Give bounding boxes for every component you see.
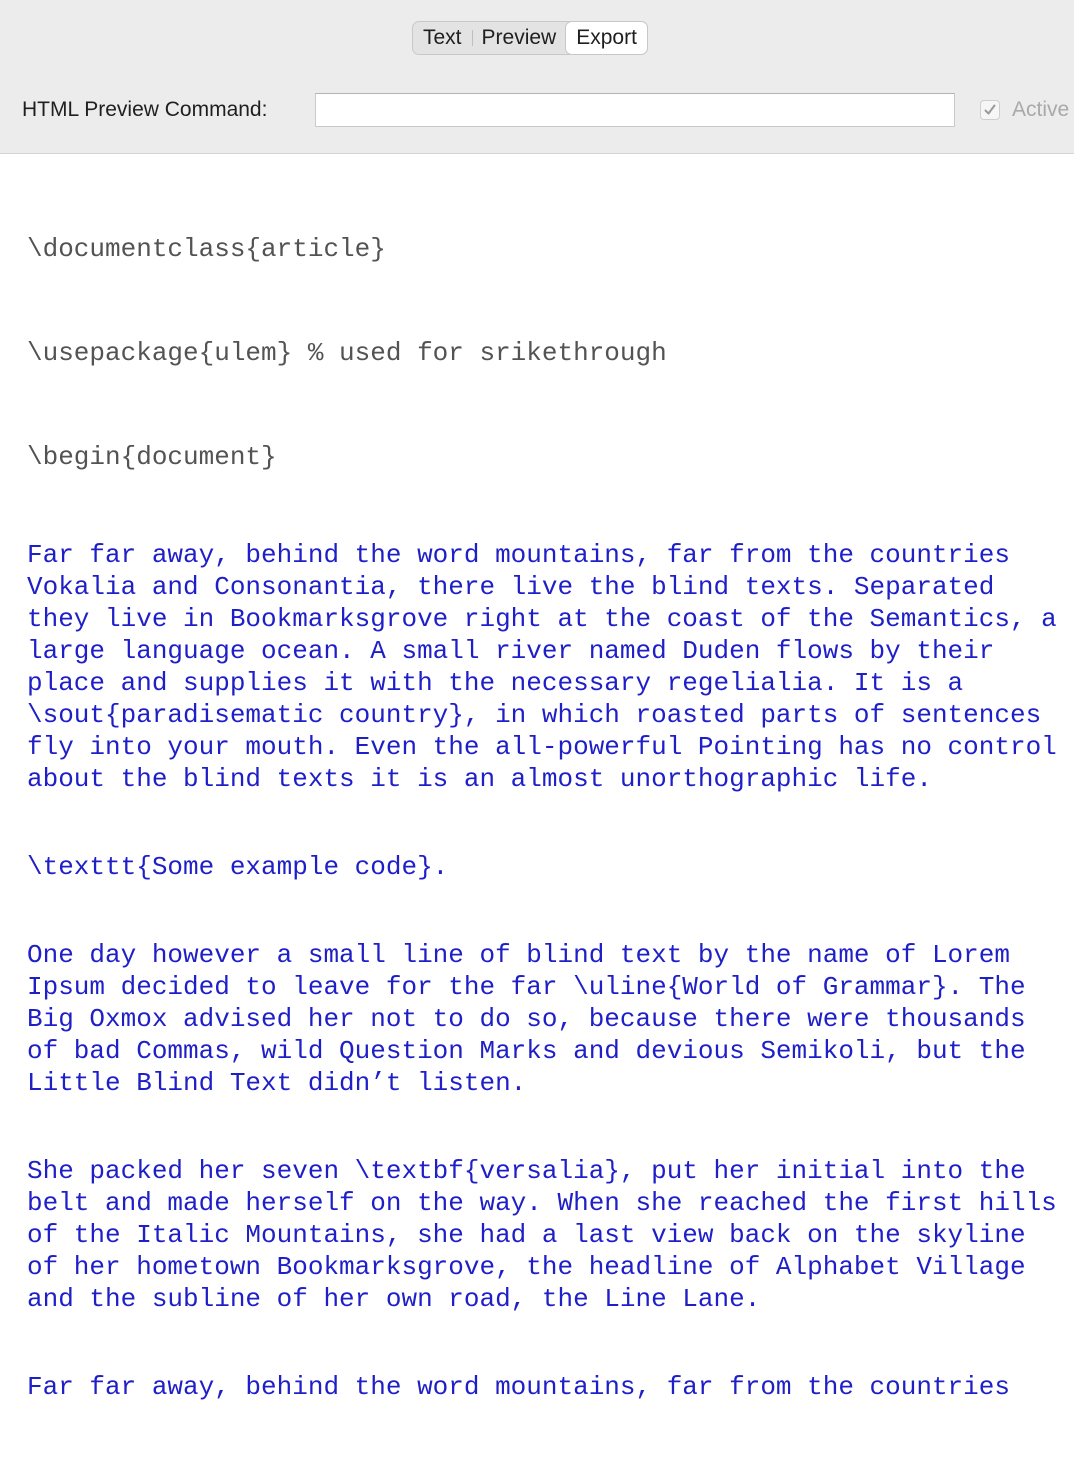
paragraph-line: \sout{paradisematic country}, in which roasted parts of sentences	[27, 700, 1042, 730]
tab-preview[interactable]: Preview	[472, 22, 567, 54]
paragraph	[27, 1371, 1074, 1403]
paragraph-line: they live in Bookmarksgrove right at the coast of the Semantics, a	[27, 604, 1057, 634]
paragraph-line: about the blind texts it is an almost unorthographic life.	[27, 764, 932, 794]
paragraph	[27, 851, 1074, 883]
paragraph	[27, 1155, 1074, 1315]
source-editor[interactable]	[0, 154, 1074, 1402]
paragraph-line: \texttt{Some example code}.	[27, 852, 449, 882]
preamble-line: \documentclass{article}	[27, 234, 386, 264]
paragraph-line: and the subline of her own road, the Line Lane.	[27, 1284, 761, 1314]
html-preview-command-input[interactable]	[315, 93, 955, 127]
checkmark-icon	[983, 103, 997, 117]
paragraph	[27, 539, 1074, 795]
paragraph-line: She packed her seven \textbf{versalia}, put her initial into the	[27, 1156, 1026, 1186]
tab-text[interactable]: Text	[423, 26, 462, 49]
paragraph-line: Far far away, behind the word mountains, far from the countries	[27, 540, 1010, 570]
preamble-line: \usepackage{ulem} % used for srikethrough	[27, 338, 667, 368]
active-toggle[interactable]	[980, 97, 1069, 123]
view-mode-segmented-control	[412, 21, 648, 55]
paragraph-line: of her hometown Bookmarksgrove, the headline of Alphabet Village	[27, 1252, 1026, 1282]
paragraph-line: large language ocean. A small river named Duden flows by their	[27, 636, 995, 666]
paragraph-line: Little Blind Text didn’t listen.	[27, 1068, 527, 1098]
paragraph-line: of the Italic Mountains, she had a last view back on the skyline	[27, 1220, 1026, 1250]
paragraph-line: Ipsum decided to leave for the far \uline{World of Grammar}. The	[27, 972, 1026, 1002]
paragraph-line: belt and made herself on the way. When she reached the first hills	[27, 1188, 1057, 1218]
editor-content	[27, 154, 1074, 1463]
paragraph-line: Vokalia and Consonantia, there live the blind texts. Separated	[27, 572, 995, 602]
toolbar	[0, 0, 1074, 154]
paragraph-line: One day however a small line of blind text by the name of Lorem	[27, 940, 1010, 970]
paragraph-line: of bad Commas, wild Question Marks and devious Semikoli, but the	[27, 1036, 1026, 1066]
active-checkbox[interactable]	[980, 100, 1000, 120]
paragraph-list	[27, 539, 1074, 1403]
paragraph-spacer	[27, 795, 1074, 851]
paragraph-line: Far far away, behind the word mountains, far from the countries	[27, 1372, 1010, 1402]
paragraph-line: place and supplies it with the necessary regelialia. It is a	[27, 668, 964, 698]
paragraph	[27, 939, 1074, 1099]
html-preview-command-label: HTML Preview Command:	[22, 98, 268, 121]
preamble-line: \begin{document}	[27, 442, 277, 472]
paragraph-line: fly into your mouth. Even the all-powerful Pointing has no control	[27, 732, 1057, 762]
paragraph-spacer	[27, 1099, 1074, 1155]
active-label: Active	[1012, 98, 1070, 121]
paragraph-spacer	[27, 1315, 1074, 1371]
paragraph-line: Big Oxmox advised her not to do so, because there were thousands	[27, 1004, 1026, 1034]
tab-export[interactable]: Export	[566, 22, 647, 54]
paragraph-spacer	[27, 883, 1074, 939]
